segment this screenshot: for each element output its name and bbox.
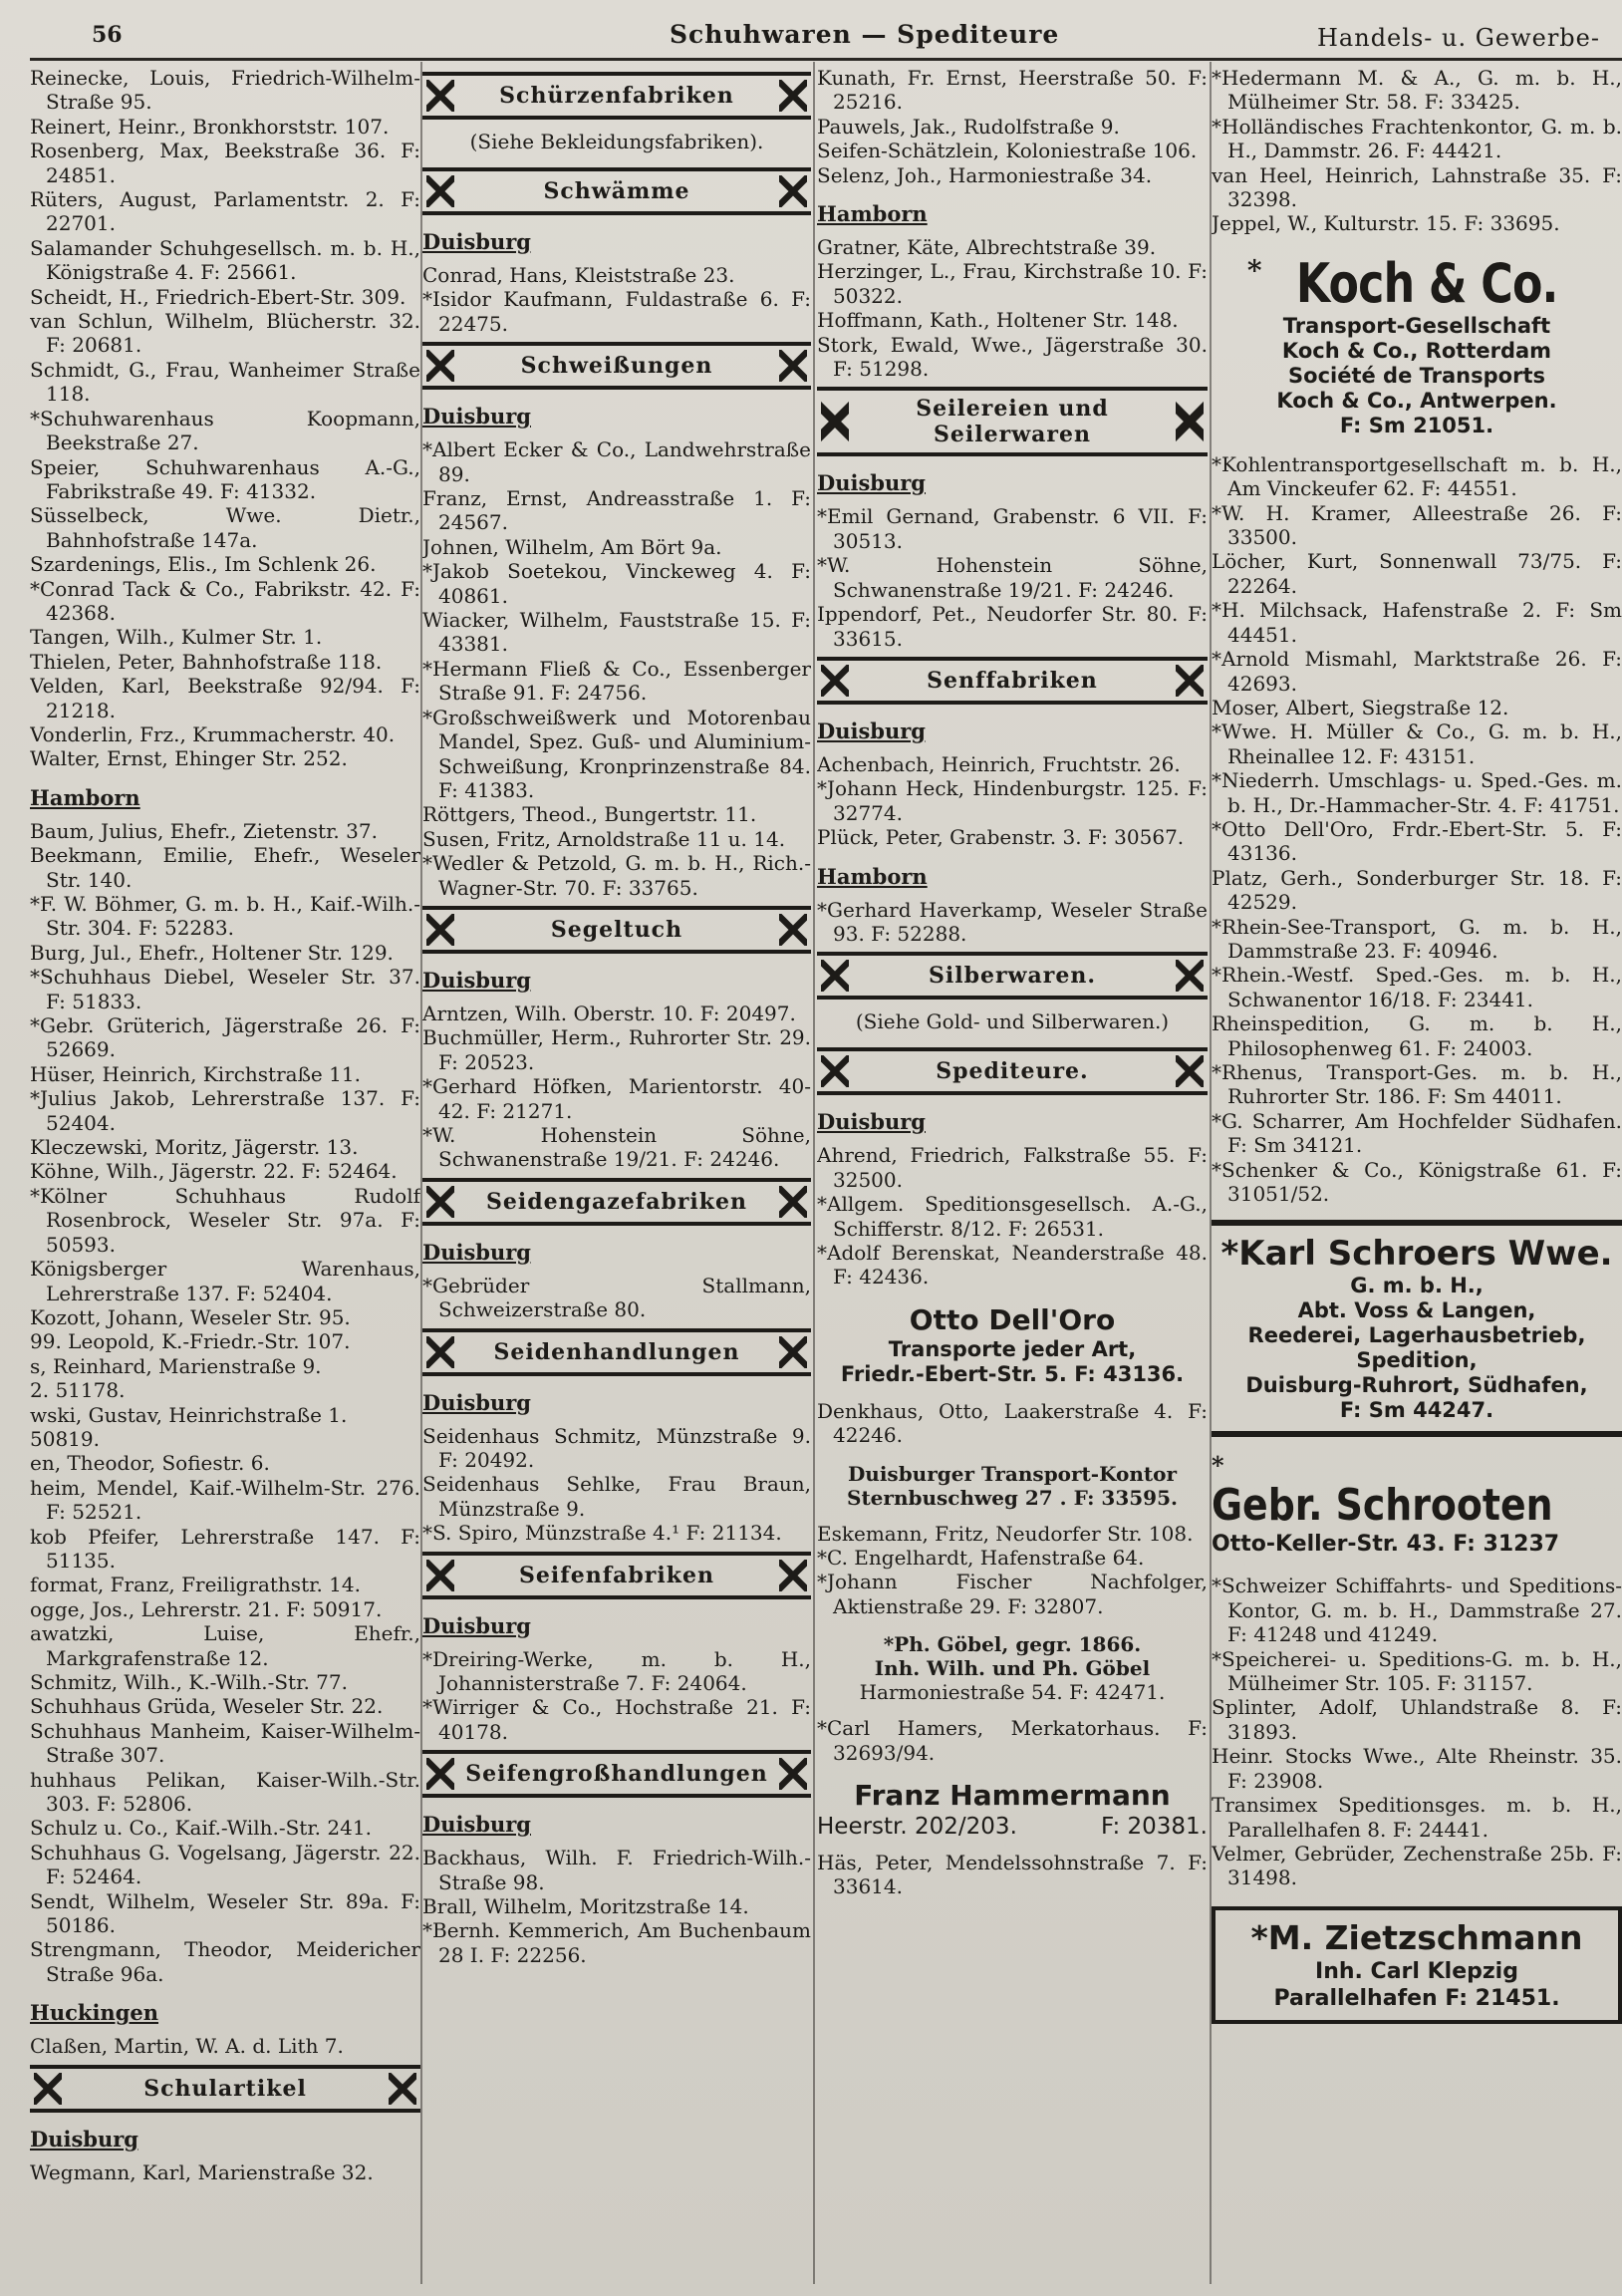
directory-entry: Seifen-Schätzlein, Koloniestraße 106. [817,139,1198,163]
section-heading [422,1328,811,1376]
advert-zietzschmann [1212,1906,1622,2024]
directory-entry: huhhaus Pelikan, Kaiser-Wilh.-Str. 303. F: 52806. [30,1767,420,1817]
directory-entry: *Gebrüder Stallmann, Schweizerstraße 80. [422,1273,811,1322]
directory-entry: Plück, Peter, Grabenstr. 3. F: 30567. [817,825,1185,850]
advert-line: F: Sm 21051. [1339,413,1494,437]
directory-entry: Moser, Albert, Siegstraße 12. [1212,695,1509,719]
directory-entry: Wiacker, Wilhelm, Fauststraße 15. F: 43381. [422,608,811,657]
directory-entry: *H. Milchsack, Hafenstraße 2. F: Sm 44451. [1212,598,1622,647]
directory-entry: en, Theodor, Sofiestr. 6. [30,1451,270,1476]
section-heading-label: Senffabriken [927,667,1098,694]
directory-entry: wski, Gustav, Heinrichstraße 1. [30,1402,348,1427]
directory-entry: *Conrad Tack & Co., Fabrikstr. 42. F: 42368. [30,576,420,625]
directory-entry: *Rhein-See-Transport, G. m. b. H., Dammstraße 23. F: 40946. [1212,914,1622,963]
directory-entry: *Großschweißwerk und Motorenbau Mandel, Spez. Guß- und Aluminium-Schweißung, Kronprinzenstraße 84. F: 41383. [422,705,811,802]
city-heading: Duisburg [422,967,531,993]
directory-entry: Schmitz, Wilh., K.-Wilh.-Str. 77. [30,1670,348,1694]
see-also-note: (Siehe Bekleidungsfabriken). [469,130,764,153]
directory-entry: Schuhhaus Manheim, Kaiser-Wilhelm-Straße 307. [30,1718,420,1768]
entry-list [422,1647,811,1745]
entry-list [817,235,1208,381]
directory-entry: *Gebr. Grüterich, Jägerstraße 26. F: 52669. [30,1013,420,1062]
directory-entry: *Julius Jakob, Lehrerstraße 137. F: 52404. [30,1086,420,1135]
directory-entry: *Allgem. Speditionsgesellsch. A.-G., Schifferstr. 8/12. F: 26531. [817,1192,1208,1241]
directory-entry: van Schlun, Wilhelm, Blücherstr. 32. F: 20681. [30,309,420,358]
directory-entry: Reinecke, Louis, Friedrich-Wilhelm-Straße 95. [30,66,420,115]
directory-entry: *Johann Fischer Nachfolger, Aktienstraße 29. F: 32807. [817,1570,1208,1618]
section-heading [817,657,1208,705]
directory-entry: Kozott, Johann, Weseler Str. 95. [30,1304,351,1329]
city-heading: Duisburg [422,1812,531,1838]
entry-list [422,1846,811,1967]
entry-list [422,437,811,900]
directory-entry: Sendt, Wilhelm, Weseler Str. 89a. F: 50186. [30,1888,420,1938]
directory-entry: *Rhein.-Westf. Sped.-Ges. m. b. H., Schwanentor 16/18. F: 23441. [1212,963,1622,1011]
entry-list [1212,452,1622,1207]
directory-entry: Thielen, Peter, Bahnhofstraße 118. [30,649,383,674]
directory-entry: Tangen, Wilh., Kulmer Str. 1. [30,625,323,650]
directory-entry: 99. Leopold, K.-Friedr.-Str. 107. [30,1329,351,1354]
city-heading: Hamborn [817,863,928,889]
advert-star: * [1246,253,1262,287]
advert-line: Harmoniestraße 54. F: 42471. [859,1680,1166,1705]
directory-entry: *Wirriger & Co., Hochstraße 21. F: 40178. [422,1695,811,1744]
entry-list [817,1399,1208,1448]
directory-entry: *Niederrh. Umschlags- u. Sped.-Ges. m. b. H., Dr.-Hammacher-Str. 4. F: 41751. [1212,768,1622,817]
directory-entry: Brall, Wilhelm, Moritzstraße 14. [422,1894,749,1919]
advert-name: Koch & Co. [1295,251,1558,315]
advert-line: Transporte jeder Art, [888,1336,1137,1361]
directory-entry: Platz, Gerh., Sonderburger Str. 18. F: 42529. [1212,865,1622,915]
entry-list [422,1274,811,1322]
directory-entry: *Arnold Mismahl, Marktstraße 26. F: 42693. [1212,647,1622,696]
directory-entry: *Gerhard Haverkamp, Weseler Straße 93. F: 52288. [817,897,1208,946]
column-divider [813,62,815,2284]
directory-entry: Szardenings, Elis., Im Schlenk 26. [30,552,377,577]
city-heading: Duisburg [422,1239,531,1265]
directory-entry: Heinr. Stocks Wwe., Alte Rheinstr. 35. F: 23908. [1212,1744,1622,1793]
section-heading [422,72,811,120]
entry-list [422,1424,811,1546]
directory-entry: *Schenker & Co., Königstraße 61. F: 31051/52. [1212,1157,1622,1207]
directory-entry: Strengmann, Theodor, Meidericher Straße 96a. [30,1937,420,1986]
directory-entry: *Gerhard Höfken, Marientorstr. 40-42. F: 21271. [422,1074,811,1123]
advert-line: Duisburger Transport-Kontor [847,1461,1178,1486]
city-heading: Duisburg [422,404,531,430]
advert-line: Parallelhafen F: 21451. [1273,1985,1560,2011]
directory-entry: Röttgers, Theod., Bungertstr. 11. [422,802,757,827]
section-heading-label: Segeltuch [550,916,683,943]
directory-entry: *F. W. Böhmer, G. m. b. H., Kaif.-Wilh.-Str. 304. F: 52283. [30,892,420,941]
directory-entry: Häs, Peter, Mendelssohnstraße 7. F: 33614. [817,1851,1208,1899]
city-heading: Duisburg [30,2126,138,2152]
directory-entry: Arntzen, Wilh. Oberstr. 10. F: 20497. [422,1001,796,1025]
header-rule [30,58,1622,61]
entry-list [30,2160,420,2184]
directory-entry: *Kölner Schuhhaus Rudolf Rosenbrock, Weseler Str. 97a. F: 50593. [30,1183,420,1257]
advert-line: Reederei, Lagerhausbetrieb, [1247,1323,1586,1348]
directory-entry: Pauwels, Jak., Rudolfstraße 9. [817,114,1120,139]
section-heading-label: Spediteure. [936,1058,1089,1085]
directory-entry: *Dreiring-Werke, m. b. H., Johannisterstraße 7. F: 24064. [422,1646,811,1696]
advert-line: Transport-Gesellschaft [1282,313,1551,338]
section-heading [422,167,811,215]
directory-entry: Jeppel, W., Kulturstr. 15. F: 33695. [1212,211,1560,236]
advert-name: Franz Hammermann [854,1779,1171,1813]
section-heading [422,342,811,390]
directory-entry: *C. Engelhardt, Hafenstraße 64. [817,1546,1145,1570]
directory-entry: Transimex Speditionsges. m. b. H., Parallelhafen 8. F: 24441. [1212,1793,1622,1842]
directory-entry: *Hermann Fließ & Co., Essenberger Straße 91. F: 24756. [422,656,811,706]
entry-list [817,66,1208,187]
advert-koch [1212,251,1622,438]
entry-list [817,1522,1208,1619]
directory-entry: Seidenhaus Sehlke, Frau Braun, Münzstraße 9. [422,1472,811,1521]
section-heading-label: Seifengroßhandlungen [465,1761,768,1788]
directory-entry: Scheidt, H., Friedrich-Ebert-Str. 309. [30,284,406,309]
directory-entry: *G. Scharrer, Am Hochfelder Südhafen. F: Sm 34121. [1212,1108,1622,1158]
directory-entry: Gratner, Käte, Albrechtstraße 39. [817,235,1157,260]
advert-line: Spedition, [1356,1348,1478,1373]
directory-entry: Ahrend, Friedrich, Falkstraße 55. F: 32500. [817,1143,1208,1192]
section-heading [422,1552,811,1599]
directory-entry: heim, Mendel, Kaif.-Wilhelm-Str. 276. F: 52521. [30,1475,420,1525]
directory-entry: *Emil Gernand, Grabenstr. 6 VII. F: 30513. [817,504,1208,553]
section-heading [817,1047,1208,1095]
directory-entry: *Albert Ecker & Co., Landwehrstraße 89. [422,437,811,486]
entry-list [817,504,1208,650]
entry-list [422,1002,811,1172]
advert-hammermann [817,1779,1208,1841]
directory-entry: Baum, Julius, Ehefr., Zietenstr. 37. [30,818,378,843]
entry-list [30,819,420,1987]
directory-entry: Splinter, Adolf, Uhlandstraße 8. F: 31893. [1212,1695,1622,1744]
directory-entry: van Heel, Heinrich, Lahnstraße 35. F: 32398. [1212,162,1622,212]
directory-entry: Ippendorf, Pet., Neudorfer Str. 80. F: 33615. [817,602,1208,651]
directory-entry: Beekmann, Emilie, Ehefr., Weseler Str. 140. [30,843,420,892]
section-heading-label: Schürzenfabriken [499,83,734,109]
section-heading-label: Schweißungen [520,353,713,380]
directory-entry: Hüser, Heinrich, Kirchstraße 11. [30,1061,361,1086]
advert-line: Duisburg-Ruhrort, Südhafen, [1245,1373,1588,1398]
entry-list [30,2034,420,2058]
section-heading-label: Seifenfabriken [519,1562,714,1588]
directory-entry: Rosenberg, Max, Beekstraße 36. F: 24851. [30,139,420,187]
directory-entry: Wegmann, Karl, Marienstraße 32. [30,2159,374,2184]
running-title-right: Handels- u. Gewerbe- [1317,24,1600,52]
advert-name: *M. Zietzschmann [1250,1917,1583,1957]
directory-entry: *Speicherei- u. Speditions-G. m. b. H., Mülheimer Str. 105. F: 31157. [1212,1646,1622,1696]
advert-line: Société de Transports [1288,363,1545,388]
directory-entry: Walter, Ernst, Ehinger Str. 252. [30,746,348,771]
directory-entry: *Schweizer Schiffahrts- und Speditions-Kontor, G. m. b. H., Dammstraße 27. F: 41248 und 41249. [1212,1574,1622,1647]
directory-entry: *W. Hohenstein Söhne, Schwanenstraße 19/21. F: 24246. [422,1122,811,1172]
directory-entry: *Wwe. H. Müller & Co., G. m. b. H., Rheinallee 12. F: 43151. [1212,719,1622,768]
advert-name: *Karl Schroers Wwe. [1220,1234,1613,1275]
advert-line: F: Sm 44247. [1339,1398,1494,1423]
entry-list [817,1851,1208,1899]
advert-line [817,1813,1208,1841]
advert-name: Gebr. Schrooten [1212,1480,1553,1532]
directory-entry: 50819. [30,1426,100,1451]
city-heading: Duisburg [817,1109,926,1135]
directory-entry: *Jakob Soetekou, Vinckeweg 4. F: 40861. [422,559,811,608]
section-heading [422,1178,811,1226]
entry-list [422,263,811,336]
directory-entry: Seidenhaus Schmitz, Münzstraße 9. F: 20492. [422,1423,811,1472]
advert-line: Koch & Co., Rotterdam [1281,338,1552,363]
section-heading-label: Seidengazefabriken [485,1188,748,1215]
directory-entry: Schulz u. Co., Kaif.-Wilh.-Str. 241. [30,1816,372,1841]
directory-entry: Burg, Jul., Ehefr., Holtener Str. 129. [30,940,394,965]
advert-goebel [817,1632,1208,1704]
entry-list [817,1716,1208,1765]
section-heading [422,906,811,954]
column-1 [30,66,420,2278]
directory-entry: Backhaus, Wilh. F. Friedrich-Wilh.-Straße 98. [422,1846,811,1894]
directory-entry: Susen, Fritz, Arnoldstraße 11 u. 14. [422,826,786,851]
entry-list [817,752,1208,850]
running-title: Schuhwaren — Spediteure [670,20,1060,49]
directory-entry: Rheinspedition, G. m. b. H., Philosophenweg 61. F: 24003. [1212,1011,1622,1060]
directory-entry: *Rhenus, Transport-Ges. m. b. H., Ruhrorter Str. 186. F: Sm 44011. [1212,1060,1622,1109]
directory-entry: Stork, Ewald, Wwe., Jägerstraße 30. F: 51298. [817,332,1208,382]
directory-entry: Denkhaus, Otto, Laakerstraße 4. F: 42246. [817,1398,1208,1448]
entry-list [817,1143,1208,1289]
entry-list [30,66,420,771]
directory-entry: *Wedler & Petzold, G. m. b. H., Rich.-Wagner-Str. 70. F: 33765. [422,851,811,900]
directory-entry: Buchmüller, Herm., Ruhrorter Str. 29. F: 20523. [422,1025,811,1074]
city-heading: Huckingen [30,2000,159,2026]
directory-entry: Süsselbeck, Wwe. Dietr., Bahnhofstraße 147a. [30,503,420,552]
directory-entry: *S. Spiro, Münzstraße 4.¹ F: 21134. [422,1521,782,1546]
city-heading: Duisburg [817,470,926,496]
page-number: 56 [92,22,123,48]
entry-list [1212,66,1622,236]
advert-line: *Ph. Göbel, gegr. 1866. [883,1632,1142,1657]
directory-entry: Kunath, Fr. Ernst, Heerstraße 50. F: 25216. [817,66,1208,115]
directory-entry: s, Reinhard, Marienstraße 9. [30,1353,322,1378]
entry-list [817,898,1208,947]
column-2 [422,66,811,2278]
section-heading-label: Silberwaren. [928,963,1096,990]
advert-line: Inh. Carl Klepzig [1315,1958,1518,1984]
directory-entry: Selenz, Joh., Harmoniestraße 34. [817,162,1153,187]
directory-entry: *Bernh. Kemmerich, Am Buchenbaum 28 I. F: 22256. [422,1918,811,1967]
section-heading [422,1750,811,1798]
directory-entry: Löcher, Kurt, Sonnenwall 73/75. F: 22264. [1212,549,1622,598]
see-also-note: (Siehe Gold- und Silberwaren.) [855,1009,1170,1034]
directory-entry: *Isidor Kaufmann, Fuldastraße 6. F: 22475. [422,287,811,336]
section-heading-label: Seidenhandlungen [493,1338,740,1365]
directory-entry: Velden, Karl, Beekstraße 92/94. F: 21218. [30,674,420,722]
city-heading: Duisburg [422,1612,531,1638]
directory-entry: *W. H. Kramer, Alleestraße 26. F: 33500. [1212,500,1622,550]
directory-entry: Schmidt, G., Frau, Wanheimer Straße 118. [30,357,420,407]
advert-line: Inh. Wilh. und Ph. Göbel [874,1656,1151,1681]
directory-entry: Achenbach, Heinrich, Fruchtstr. 26. [817,751,1181,776]
directory-entry: Rüters, August, Parlamentstr. 2. F: 22701. [30,187,420,236]
directory-entry: Franz, Ernst, Andreasstraße 1. F: 24567. [422,486,811,535]
section-heading-label: Seilereien und Seilerwaren [916,396,1109,448]
advert-schroers [1212,1220,1622,1437]
directory-entry: awatzki, Luise, Ehefr., Markgrafenstraße 12. [30,1621,420,1670]
directory-entry: *Kohlentransportgesellschaft m. b. H., Am Vinckeufer 62. F: 44551. [1212,451,1622,501]
section-heading-label: Schulartikel [143,2075,307,2102]
advert-address: Heerstr. 202/203. [817,1814,1017,1841]
directory-entry: 2. 51178. [30,1378,126,1403]
directory-entry: Kleczewski, Moritz, Jägerstr. 13. [30,1135,359,1160]
advert-line: Sternbuschweg 27 . F: 33595. [847,1485,1178,1510]
directory-entry: *Otto Dell'Oro, Frdr.-Ebert-Str. 5. F: 43136. [1212,816,1622,866]
directory-entry: format, Franz, Freiligrathstr. 14. [30,1573,361,1597]
directory-entry: *Carl Hamers, Merkatorhaus. F: 32693/94. [817,1716,1208,1765]
city-heading: Duisburg [422,229,531,254]
advert-name: Otto Dell'Oro [909,1302,1116,1336]
advert-star: * [1212,1451,1224,1481]
directory-entry: Reinert, Heinr., Bronkhorststr. 107. [30,114,390,139]
directory-entry: Johnen, Wilhelm, Am Bört 9a. [422,534,722,559]
directory-entry: Eskemann, Fritz, Neudorfer Str. 108. [817,1521,1194,1546]
city-heading: Duisburg [422,1389,531,1415]
section-heading [817,387,1208,456]
directory-entry: *Holländisches Frachtenkontor, G. m. b. H., Dammstr. 26. F: 44421. [1212,114,1622,163]
section-heading-label: Schwämme [543,178,690,204]
directory-entry: *Johann Heck, Hindenburgstr. 125. F: 32774. [817,776,1208,825]
advert-line: Otto-Keller-Str. 43. F: 31237 [1212,1532,1560,1558]
advert-phone: F: 20381. [1101,1814,1208,1841]
city-heading: Hamborn [30,784,140,810]
directory-entry: Schuhhaus Grüda, Weseler Str. 22. [30,1694,384,1719]
entry-list [1212,1574,1622,1889]
directory-entry: *Hedermann M. & A., G. m. b. H., Mülheimer Str. 58. F: 33425. [1212,66,1622,115]
advert-line: Koch & Co., Antwerpen. [1276,388,1557,413]
column-4 [1212,66,1622,2278]
directory-entry: Hoffmann, Kath., Holtener Str. 148. [817,308,1179,333]
advert-line: Friedr.-Ebert-Str. 5. F: 43136. [840,1361,1185,1386]
directory-entry: *W. Hohenstein Söhne, Schwanenstraße 19/21. F: 24246. [817,553,1208,602]
directory-entry: Königsberger Warenhaus, Lehrerstraße 137. F: 52404. [30,1257,420,1305]
directory-entry: Velmer, Gebrüder, Zechenstraße 25b. F: 31498. [1212,1841,1622,1890]
directory-entry: Schuhhaus G. Vogelsang, Jägerstr. 22. F: 52464. [30,1840,420,1889]
directory-entry: *Schuhwarenhaus Koopmann, Beekstraße 27. [30,406,420,455]
advert-line: Abt. Voss & Langen, [1297,1298,1536,1323]
directory-entry: Conrad, Hans, Kleiststraße 23. [422,263,735,287]
advert-schrooten [1212,1451,1622,1558]
city-heading: Duisburg [817,718,926,743]
directory-entry: Vonderlin, Frz., Krummacherstr. 40. [30,721,396,746]
advert-transport-kontor [817,1462,1208,1510]
column-3 [817,66,1208,2278]
directory-entry: kob Pfeifer, Lehrerstraße 147. F: 51135. [30,1524,420,1573]
section-heading [30,2065,420,2113]
section-heading [817,952,1208,1000]
directory-entry: *Schuhhaus Diebel, Weseler Str. 37. F: 51833. [30,965,420,1013]
city-heading: Hamborn [817,201,928,227]
advert-dell-oro [817,1303,1208,1387]
directory-entry: Köhne, Wilh., Jägerstr. 22. F: 52464. [30,1159,398,1184]
directory-entry: Salamander Schuhgesellsch. m. b. H., Königstraße 4. F: 25661. [30,235,420,285]
advert-line: G. m. b. H., [1350,1274,1484,1298]
directory-entry: Speier, Schuhwarenhaus A.-G., Fabrikstraße 49. F: 41332. [30,454,420,503]
directory-entry: *Adolf Berenskat, Neanderstraße 48. F: 42436. [817,1240,1208,1290]
directory-entry: ogge, Jos., Lehrerstr. 21. F: 50917. [30,1596,383,1621]
directory-entry: Herzinger, L., Frau, Kirchstraße 10. F: 50322. [817,259,1208,308]
page-header [0,18,1622,60]
directory-entry: Claßen, Martin, W. A. d. Lith 7. [30,2034,344,2059]
